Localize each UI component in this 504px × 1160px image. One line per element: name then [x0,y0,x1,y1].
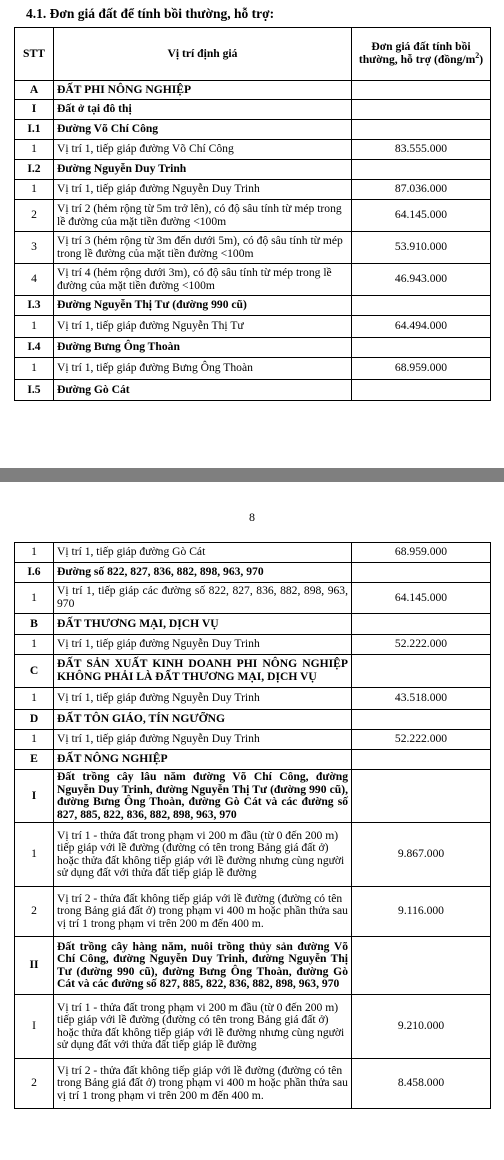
cell-price [352,338,491,358]
cell-location: Vị trí 1, tiếp giáp đường Nguyễn Duy Trinh [54,730,352,750]
cell-price [352,770,491,823]
table-row [15,264,491,296]
cell-stt: 1 [15,180,54,200]
compensation-price-table-continued [14,542,491,1109]
cell-location: Đất ở tại đô thị [54,100,352,120]
compensation-price-table [14,27,491,401]
header-price [352,28,491,81]
cell-location: Đất trồng cây hàng năm, nuôi trồng thủy sản đường Võ Chí Công, đường Nguyễn Duy Trinh, đường Nguyễn Thị Tư (đường 990 cũ), đường Bưng Ông Thoàn, đường Gò Cát và các đường số 827, 885, 822, 836, 882, 898, 963, 970 [54,937,352,995]
table-header-row [15,28,491,81]
cell-location: Vị trí 1, tiếp giáp đường Nguyễn Duy Trinh [54,688,352,710]
table-row [15,120,491,140]
cell-stt: I.4 [15,338,54,358]
cell-stt: B [15,614,54,635]
cell-location: Vị trí 3 (hẻm rộng từ 3m đến dưới 5m), có độ sâu tính từ mép trong lề đường của mặt tiền đường <100m [54,232,352,264]
table-row [15,180,491,200]
table-row [15,750,491,770]
cell-price [352,710,491,730]
cell-location: Vị trí 2 - thửa đất không tiếp giáp với lề đường (đường có tên trong Bảng giá đất ở) trong phạm vi 400 m hoặc phần thửa sau vị trí 1 trong phạm vi trên 200 m đến 400 m. [54,887,352,937]
cell-price [352,750,491,770]
cell-stt: I.3 [15,296,54,316]
cell-stt: 1 [15,688,54,710]
cell-stt: 2 [15,887,54,937]
table-row [15,635,491,655]
table-row [15,140,491,160]
header-stt: STT [15,28,54,81]
cell-location: Vị trí 1, tiếp giáp đường Nguyễn Duy Trinh [54,635,352,655]
document-page-2 [0,482,504,1160]
document-page-1 [0,0,504,468]
cell-stt: E [15,750,54,770]
table-row [15,358,491,380]
cell-location: ĐẤT SẢN XUẤT KINH DOANH PHI NÔNG NGHIỆP KHÔNG PHẢI LÀ ĐẤT THƯƠNG MẠI, DỊCH VỤ [54,655,352,688]
table-row [15,583,491,614]
cell-location: Vị trí 1, tiếp giáp đường Nguyễn Duy Trinh [54,180,352,200]
table-row [15,1059,491,1109]
cell-location: Đường Bưng Ông Thoàn [54,338,352,358]
cell-price: 83.555.000 [352,140,491,160]
cell-location: Đường Gò Cát [54,380,352,401]
table-row [15,730,491,750]
cell-location: Vị trí 1 - thửa đất trong phạm vi 200 m đầu (từ 0 đến 200 m) tiếp giáp với lề đường (đường có tên trong Bảng giá đất ở) hoặc thửa đất không tiếp giáp với lề đường nhưng cùng người sử dụng đất với thửa đất tiếp giáp lề đường [54,995,352,1059]
cell-price: 64.145.000 [352,200,491,232]
table-row [15,200,491,232]
table-row [15,296,491,316]
cell-location: Vị trí 1, tiếp giáp đường Bưng Ông Thoàn [54,358,352,380]
cell-location: Đường Võ Chí Công [54,120,352,140]
cell-price [352,81,491,100]
cell-location: Đất trồng cây lâu năm đường Võ Chí Công, đường Nguyễn Duy Trinh, đường Nguyễn Thị Tư (đường 990 cũ), đường Bưng Ông Thoàn, đường Gò Cát và các đường số 827, 885, 822, 836, 882, 898, 963, 970 [54,770,352,823]
cell-location: Đường Nguyễn Thị Tư (đường 990 cũ) [54,296,352,316]
cell-stt: 1 [15,543,54,563]
cell-stt: 1 [15,730,54,750]
cell-price: 68.959.000 [352,543,491,563]
cell-stt: 2 [15,200,54,232]
cell-stt: I.5 [15,380,54,401]
cell-stt: 1 [15,358,54,380]
cell-price: 43.518.000 [352,688,491,710]
cell-stt: I.2 [15,160,54,180]
page-separator [0,468,504,482]
cell-location: ĐẤT THƯƠNG MẠI, DỊCH VỤ [54,614,352,635]
header-price-sup: 2 [475,51,480,61]
table-row [15,688,491,710]
cell-price [352,614,491,635]
cell-stt: 2 [15,1059,54,1109]
cell-price: 64.145.000 [352,583,491,614]
cell-location: Đường Nguyễn Duy Trinh [54,160,352,180]
cell-location: Đường số 822, 827, 836, 882, 898, 963, 970 [54,563,352,583]
cell-price: 87.036.000 [352,180,491,200]
cell-price: 8.458.000 [352,1059,491,1109]
table-row [15,543,491,563]
cell-location: Vị trí 4 (hẻm rộng dưới 3m), có độ sâu tính từ mép trong lề đường của mặt tiền đường <100m [54,264,352,296]
cell-stt: I [15,770,54,823]
cell-price: 52.222.000 [352,730,491,750]
cell-location: Vị trí 1 - thửa đất trong phạm vi 200 m đầu (từ 0 đến 200 m) tiếp giáp với lề đường (đường có tên trong Bảng giá đất ở) hoặc thửa đất không tiếp giáp với lề đường nhưng cùng người sử dụng đất với thửa đất tiếp giáp lề đường [54,823,352,887]
cell-location: Vị trí 1, tiếp giáp các đường số 822, 827, 836, 882, 898, 963, 970 [54,583,352,614]
cell-price [352,120,491,140]
table-row [15,316,491,338]
cell-price [352,160,491,180]
cell-stt: I.1 [15,120,54,140]
table-row [15,81,491,100]
cell-stt: 4 [15,264,54,296]
cell-stt: 1 [15,140,54,160]
cell-price: 52.222.000 [352,635,491,655]
cell-price [352,296,491,316]
cell-price: 9.116.000 [352,887,491,937]
cell-stt: 1 [15,316,54,338]
table-row [15,823,491,887]
cell-price: 46.943.000 [352,264,491,296]
cell-price [352,563,491,583]
cell-price [352,100,491,120]
table-row [15,655,491,688]
cell-price: 68.959.000 [352,358,491,380]
cell-price [352,380,491,401]
cell-stt: C [15,655,54,688]
table-row [15,563,491,583]
cell-price: 9.867.000 [352,823,491,887]
table-row [15,710,491,730]
table-row [15,100,491,120]
cell-stt: I [15,995,54,1059]
cell-location: Vị trí 2 - thửa đất không tiếp giáp với lề đường (đường có tên trong Bảng giá đất ở) trong phạm vi 400 m hoặc phần thửa sau vị trí 1 trong phạm vi trên 200 m đến 400 m. [54,1059,352,1109]
table-row [15,614,491,635]
header-price-close: ) [479,53,484,66]
header-price-text: Đơn giá đất tính bồi thường, hỗ trợ (đồng/m [358,40,476,66]
cell-location: Vị trí 1, tiếp giáp đường Võ Chí Công [54,140,352,160]
table-row [15,770,491,823]
cell-stt: 1 [15,635,54,655]
cell-location: Vị trí 1, tiếp giáp đường Gò Cát [54,543,352,563]
section-heading: 4.1. Đơn giá đất để tính bồi thường, hỗ trợ: [26,6,275,21]
cell-stt: A [15,81,54,100]
cell-location: ĐẤT NÔNG NGHIỆP [54,750,352,770]
cell-location: Vị trí 2 (hẻm rộng từ 5m trở lên), có độ sâu tính từ mép trong lề đường của mặt tiền đường <100m [54,200,352,232]
table-row [15,380,491,401]
cell-price: 9.210.000 [352,995,491,1059]
cell-stt: 1 [15,583,54,614]
cell-location: ĐẤT PHI NÔNG NGHIỆP [54,81,352,100]
table-row [15,937,491,995]
table-row [15,887,491,937]
cell-stt: I.6 [15,563,54,583]
cell-location: Vị trí 1, tiếp giáp đường Nguyễn Thị Tư [54,316,352,338]
header-location: Vị trí định giá [54,28,352,81]
cell-stt: 1 [15,823,54,887]
table-row [15,338,491,358]
cell-price [352,937,491,995]
table-row [15,232,491,264]
cell-price: 64.494.000 [352,316,491,338]
cell-stt: II [15,937,54,995]
cell-price: 53.910.000 [352,232,491,264]
cell-stt: D [15,710,54,730]
cell-price [352,655,491,688]
table-row [15,995,491,1059]
cell-stt: 3 [15,232,54,264]
table-row [15,160,491,180]
cell-location: ĐẤT TÔN GIÁO, TÍN NGƯỠNG [54,710,352,730]
page-number: 8 [249,510,255,524]
cell-stt: I [15,100,54,120]
